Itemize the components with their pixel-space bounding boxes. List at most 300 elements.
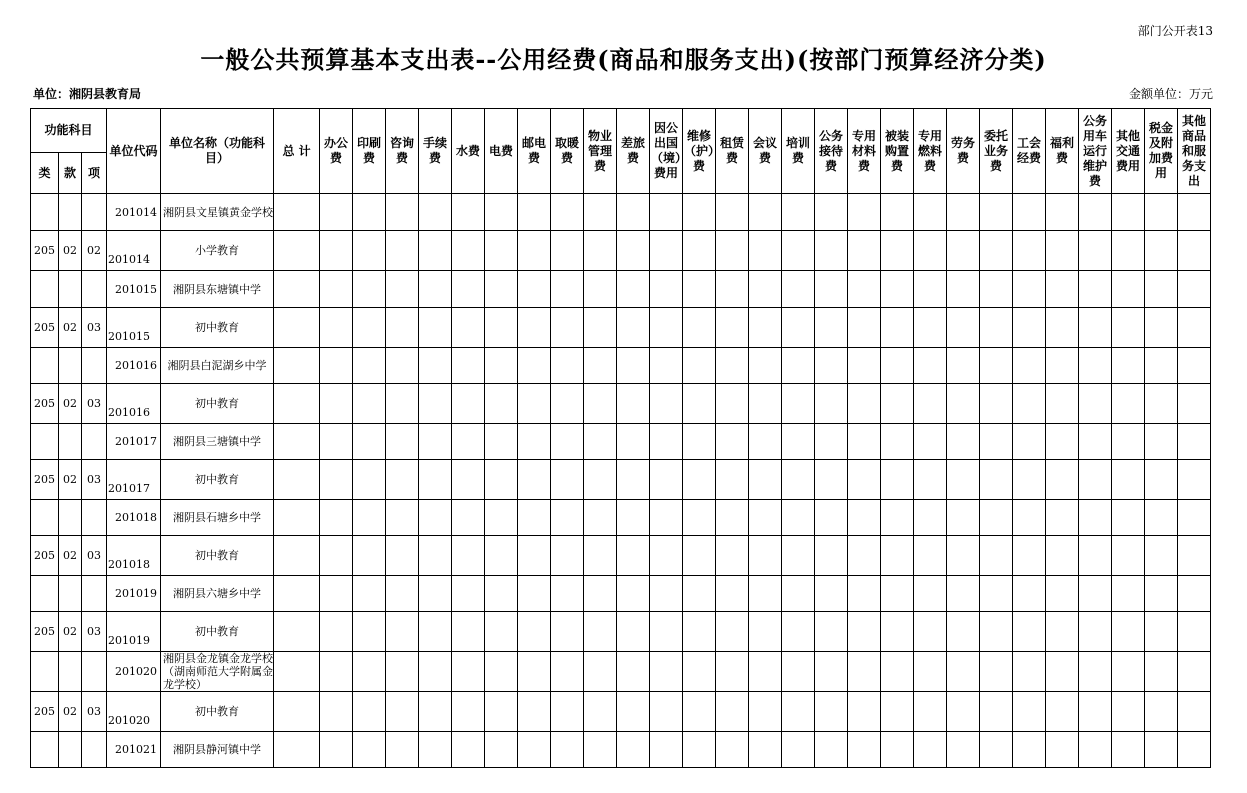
cell-amount: [1145, 308, 1178, 348]
cell-amount: [683, 692, 716, 732]
header-item: 会议费: [749, 109, 782, 194]
cell-unit-name: 初中教育: [161, 692, 274, 732]
cell-amount: [1112, 692, 1145, 732]
header-item: 福利费: [1046, 109, 1079, 194]
cell-amount: [1013, 194, 1046, 231]
table-number: 部门公开表13: [1137, 24, 1213, 38]
table-row: [31, 612, 1244, 652]
cell-amount: [947, 732, 980, 768]
cell-kuan: [59, 424, 82, 460]
cell-amount: [1013, 500, 1046, 536]
cell-amount: [716, 348, 749, 384]
cell-amount: [518, 536, 551, 576]
cell-amount: [551, 692, 584, 732]
cell-amount: [386, 732, 419, 768]
cell-amount: [452, 348, 485, 384]
cell-amount: [980, 612, 1013, 652]
cell-amount: [914, 308, 947, 348]
cell-amount: [914, 652, 947, 692]
cell-amount: [1046, 194, 1079, 231]
cell-amount: [419, 576, 452, 612]
cell-amount: [749, 692, 782, 732]
cell-amount: [782, 460, 815, 500]
cell-amount: [650, 692, 683, 732]
cell-kuan: [59, 576, 82, 612]
cell-amount: [980, 271, 1013, 308]
cell-amount: [551, 231, 584, 271]
cell-amount: [650, 652, 683, 692]
cell-amount: [947, 424, 980, 460]
cell-amount: [1013, 732, 1046, 768]
cell-amount: [320, 536, 353, 576]
cell-amount: [650, 460, 683, 500]
cell-amount: [584, 612, 617, 652]
cell-unit-code: 201020: [107, 652, 161, 692]
cell-amount: [353, 460, 386, 500]
cell-amount: [1178, 692, 1211, 732]
cell-amount: [947, 536, 980, 576]
cell-kuan: 02: [59, 384, 82, 424]
cell-lei: [31, 194, 59, 231]
header-item: 其他交通费用: [1112, 109, 1145, 194]
cell-amount: [947, 194, 980, 231]
cell-amount: [452, 500, 485, 536]
cell-amount: [452, 612, 485, 652]
cell-kuan: 02: [59, 612, 82, 652]
cell-amount: [1046, 692, 1079, 732]
cell-unit-name: 湘阴县六塘乡中学: [161, 576, 274, 612]
cell-amount: [320, 652, 353, 692]
cell-amount: [683, 500, 716, 536]
header-unit-name: 单位名称（功能科目）: [161, 109, 274, 194]
cell-amount: [584, 576, 617, 612]
cell-amount: [749, 536, 782, 576]
cell-amount: [848, 460, 881, 500]
cell-amount: [1046, 424, 1079, 460]
cell-amount: [749, 732, 782, 768]
header-item: 被装购置费: [881, 109, 914, 194]
cell-lei: 205: [31, 692, 59, 732]
cell-amount: [617, 348, 650, 384]
cell-amount: [1112, 536, 1145, 576]
cell-amount: [1145, 576, 1178, 612]
cell-amount: [1145, 271, 1178, 308]
cell-amount: [815, 308, 848, 348]
cell-amount: [716, 536, 749, 576]
cell-lei: [31, 348, 59, 384]
cell-amount: [1145, 424, 1178, 460]
cell-amount: [815, 500, 848, 536]
cell-amount: [518, 612, 551, 652]
cell-lei: 205: [31, 308, 59, 348]
cell-amount: [881, 271, 914, 308]
cell-lei: [31, 500, 59, 536]
header-unit-code: 单位代码: [107, 109, 161, 194]
cell-unit-code: 201019: [107, 576, 161, 612]
header-item: 工会经费: [1013, 109, 1046, 194]
cell-amount: [1145, 348, 1178, 384]
cell-amount: [848, 732, 881, 768]
cell-amount: [1145, 500, 1178, 536]
cell-amount: [1112, 576, 1145, 612]
cell-amount: [1178, 194, 1211, 231]
cell-amount: [1178, 348, 1211, 384]
cell-amount: [650, 194, 683, 231]
cell-amount: [1013, 576, 1046, 612]
cell-amount: [419, 231, 452, 271]
header-item: 公务接待费: [815, 109, 848, 194]
header-item: 其他商品和服务支出: [1178, 109, 1211, 194]
cell-amount: [1145, 231, 1178, 271]
cell-amount: [452, 692, 485, 732]
cell-amount: [1178, 536, 1211, 576]
cell-amount: [914, 460, 947, 500]
table-body: [31, 194, 1244, 768]
cell-amount: [650, 500, 683, 536]
cell-amount: [386, 308, 419, 348]
cell-amount: [1013, 460, 1046, 500]
cell-amount: [980, 384, 1013, 424]
cell-kuan: [59, 271, 82, 308]
cell-amount: [274, 460, 320, 500]
cell-amount: [452, 576, 485, 612]
cell-amount: [353, 424, 386, 460]
cell-amount: [452, 460, 485, 500]
cell-amount: [386, 500, 419, 536]
cell-amount: [1112, 271, 1145, 308]
cell-amount: [452, 231, 485, 271]
cell-amount: [1046, 384, 1079, 424]
cell-unit-code: 201015: [107, 271, 161, 308]
cell-kuan: [59, 652, 82, 692]
cell-amount: [419, 692, 452, 732]
cell-amount: [274, 500, 320, 536]
cell-amount: [782, 271, 815, 308]
header-xiang: 项: [82, 153, 107, 194]
cell-amount: [1079, 271, 1112, 308]
cell-amount: [320, 576, 353, 612]
amount-unit: 金额单位：万元: [1128, 87, 1213, 101]
cell-amount: [815, 576, 848, 612]
cell-amount: [947, 652, 980, 692]
cell-xiang: [82, 348, 107, 384]
cell-amount: [419, 500, 452, 536]
cell-amount: [274, 732, 320, 768]
cell-amount: [617, 271, 650, 308]
cell-amount: [914, 194, 947, 231]
cell-amount: [320, 612, 353, 652]
cell-amount: [584, 652, 617, 692]
cell-amount: [1013, 612, 1046, 652]
header-item: 租赁费: [716, 109, 749, 194]
cell-amount: [419, 424, 452, 460]
cell-amount: [518, 500, 551, 536]
cell-amount: [980, 460, 1013, 500]
cell-xiang: [82, 424, 107, 460]
cell-amount: [353, 194, 386, 231]
cell-amount: [1046, 308, 1079, 348]
cell-amount: [848, 652, 881, 692]
cell-lei: [31, 271, 59, 308]
cell-amount: [419, 652, 452, 692]
cell-amount: [683, 348, 716, 384]
cell-xiang: [82, 652, 107, 692]
cell-amount: [1079, 500, 1112, 536]
cell-kuan: 02: [59, 536, 82, 576]
cell-amount: [1079, 652, 1112, 692]
cell-amount: [848, 612, 881, 652]
header-item: 委托业务费: [980, 109, 1013, 194]
cell-amount: [782, 348, 815, 384]
header-item: 邮电费: [518, 109, 551, 194]
header-item: 手续费: [419, 109, 452, 194]
cell-amount: [782, 231, 815, 271]
table-row: [31, 576, 1244, 612]
cell-amount: [353, 576, 386, 612]
cell-amount: [881, 536, 914, 576]
cell-amount: [716, 271, 749, 308]
cell-amount: [914, 231, 947, 271]
cell-amount: [584, 732, 617, 768]
table-row: [31, 652, 1244, 692]
cell-unit-code: 201018: [107, 500, 161, 536]
cell-unit-name: 小学教育: [161, 231, 274, 271]
cell-amount: [1079, 384, 1112, 424]
cell-amount: [914, 271, 947, 308]
cell-amount: [914, 348, 947, 384]
cell-amount: [881, 576, 914, 612]
cell-amount: [1079, 732, 1112, 768]
cell-amount: [914, 500, 947, 536]
cell-amount: [881, 500, 914, 536]
cell-amount: [485, 612, 518, 652]
cell-amount: [551, 348, 584, 384]
cell-amount: [716, 500, 749, 536]
cell-amount: [749, 194, 782, 231]
cell-amount: [584, 271, 617, 308]
cell-amount: [914, 384, 947, 424]
cell-amount: [683, 460, 716, 500]
cell-amount: [452, 536, 485, 576]
cell-amount: [518, 652, 551, 692]
cell-amount: [881, 308, 914, 348]
cell-unit-code: 201019: [107, 612, 161, 652]
cell-amount: [1046, 460, 1079, 500]
cell-amount: [274, 348, 320, 384]
cell-amount: [1079, 231, 1112, 271]
cell-lei: 205: [31, 536, 59, 576]
cell-amount: [1046, 652, 1079, 692]
cell-amount: [452, 424, 485, 460]
cell-amount: [716, 732, 749, 768]
cell-amount: [1079, 460, 1112, 500]
cell-amount: [881, 194, 914, 231]
cell-amount: [386, 231, 419, 271]
cell-amount: [980, 194, 1013, 231]
header-item: 电费: [485, 109, 518, 194]
cell-amount: [320, 231, 353, 271]
cell-amount: [1079, 612, 1112, 652]
cell-amount: [683, 271, 716, 308]
cell-amount: [815, 424, 848, 460]
cell-amount: [452, 384, 485, 424]
cell-xiang: [82, 194, 107, 231]
cell-amount: [1046, 732, 1079, 768]
cell-amount: [320, 194, 353, 231]
cell-amount: [320, 271, 353, 308]
cell-unit-name: 初中教育: [161, 536, 274, 576]
cell-xiang: 03: [82, 692, 107, 732]
cell-amount: [980, 732, 1013, 768]
cell-amount: [749, 308, 782, 348]
header-item: 咨询费: [386, 109, 419, 194]
cell-amount: [815, 384, 848, 424]
cell-amount: [386, 194, 419, 231]
cell-amount: [815, 732, 848, 768]
cell-amount: [617, 500, 650, 536]
cell-amount: [716, 692, 749, 732]
cell-amount: [1079, 536, 1112, 576]
cell-amount: [1178, 732, 1211, 768]
table-row: [31, 500, 1244, 536]
header-item: 办公费: [320, 109, 353, 194]
cell-amount: [815, 692, 848, 732]
cell-amount: [353, 536, 386, 576]
cell-amount: [386, 536, 419, 576]
cell-amount: [1013, 231, 1046, 271]
cell-kuan: 02: [59, 460, 82, 500]
cell-amount: [419, 308, 452, 348]
cell-amount: [683, 536, 716, 576]
cell-amount: [848, 348, 881, 384]
cell-unit-code: 201017: [107, 424, 161, 460]
cell-amount: [749, 348, 782, 384]
cell-amount: [914, 732, 947, 768]
cell-amount: [782, 692, 815, 732]
cell-amount: [749, 652, 782, 692]
header-item: 维修（护）费: [683, 109, 716, 194]
cell-amount: [419, 271, 452, 308]
cell-amount: [419, 460, 452, 500]
cell-amount: [485, 308, 518, 348]
cell-amount: [353, 348, 386, 384]
cell-amount: [1178, 231, 1211, 271]
cell-amount: [881, 231, 914, 271]
cell-xiang: 03: [82, 536, 107, 576]
page-title: 一般公共预算基本支出表--公用经费(商品和服务支出)(按部门预算经济分类): [200, 45, 1047, 74]
cell-kuan: [59, 194, 82, 231]
cell-amount: [749, 231, 782, 271]
cell-amount: [1178, 576, 1211, 612]
cell-amount: [551, 308, 584, 348]
cell-amount: [518, 732, 551, 768]
cell-amount: [551, 460, 584, 500]
cell-amount: [419, 348, 452, 384]
header-item: 税金及附加费用: [1145, 109, 1178, 194]
header-item: 物业管理费: [584, 109, 617, 194]
cell-amount: [980, 652, 1013, 692]
cell-amount: [518, 460, 551, 500]
cell-amount: [485, 732, 518, 768]
cell-amount: [881, 692, 914, 732]
cell-amount: [716, 384, 749, 424]
cell-amount: [914, 576, 947, 612]
cell-unit-name: 初中教育: [161, 308, 274, 348]
cell-amount: [881, 612, 914, 652]
cell-amount: [716, 424, 749, 460]
cell-amount: [274, 612, 320, 652]
cell-amount: [551, 500, 584, 536]
cell-amount: [386, 348, 419, 384]
cell-amount: [485, 536, 518, 576]
cell-amount: [551, 271, 584, 308]
cell-amount: [980, 576, 1013, 612]
cell-amount: [353, 652, 386, 692]
cell-amount: [274, 271, 320, 308]
cell-amount: [749, 384, 782, 424]
cell-amount: [1112, 384, 1145, 424]
cell-amount: [716, 194, 749, 231]
cell-amount: [1046, 576, 1079, 612]
header-total: 总 计: [274, 109, 320, 194]
cell-amount: [617, 732, 650, 768]
cell-amount: [485, 692, 518, 732]
cell-amount: [584, 308, 617, 348]
cell-amount: [551, 194, 584, 231]
cell-amount: [274, 308, 320, 348]
table-row: [31, 692, 1244, 732]
cell-unit-code: 201016: [107, 348, 161, 384]
cell-unit-name: 湘阴县静河镇中学: [161, 732, 274, 768]
cell-amount: [353, 231, 386, 271]
cell-amount: [848, 271, 881, 308]
cell-amount: [485, 652, 518, 692]
cell-amount: [617, 231, 650, 271]
cell-amount: [815, 271, 848, 308]
cell-amount: [1178, 271, 1211, 308]
cell-amount: [947, 231, 980, 271]
cell-amount: [881, 732, 914, 768]
table-row: [31, 308, 1244, 348]
cell-amount: [485, 500, 518, 536]
cell-amount: [1145, 536, 1178, 576]
cell-amount: [782, 500, 815, 536]
cell-amount: [947, 612, 980, 652]
cell-amount: [716, 652, 749, 692]
cell-amount: [848, 576, 881, 612]
cell-amount: [650, 576, 683, 612]
cell-amount: [782, 536, 815, 576]
cell-amount: [617, 194, 650, 231]
cell-amount: [584, 384, 617, 424]
cell-amount: [551, 576, 584, 612]
cell-amount: [419, 732, 452, 768]
cell-lei: [31, 732, 59, 768]
cell-amount: [683, 308, 716, 348]
cell-amount: [1145, 460, 1178, 500]
cell-amount: [848, 536, 881, 576]
cell-amount: [1112, 732, 1145, 768]
cell-amount: [716, 612, 749, 652]
cell-amount: [419, 612, 452, 652]
table-row: [31, 231, 1244, 271]
cell-amount: [1178, 308, 1211, 348]
cell-amount: [815, 194, 848, 231]
cell-amount: [386, 692, 419, 732]
cell-amount: [947, 384, 980, 424]
cell-amount: [584, 692, 617, 732]
cell-amount: [1112, 612, 1145, 652]
